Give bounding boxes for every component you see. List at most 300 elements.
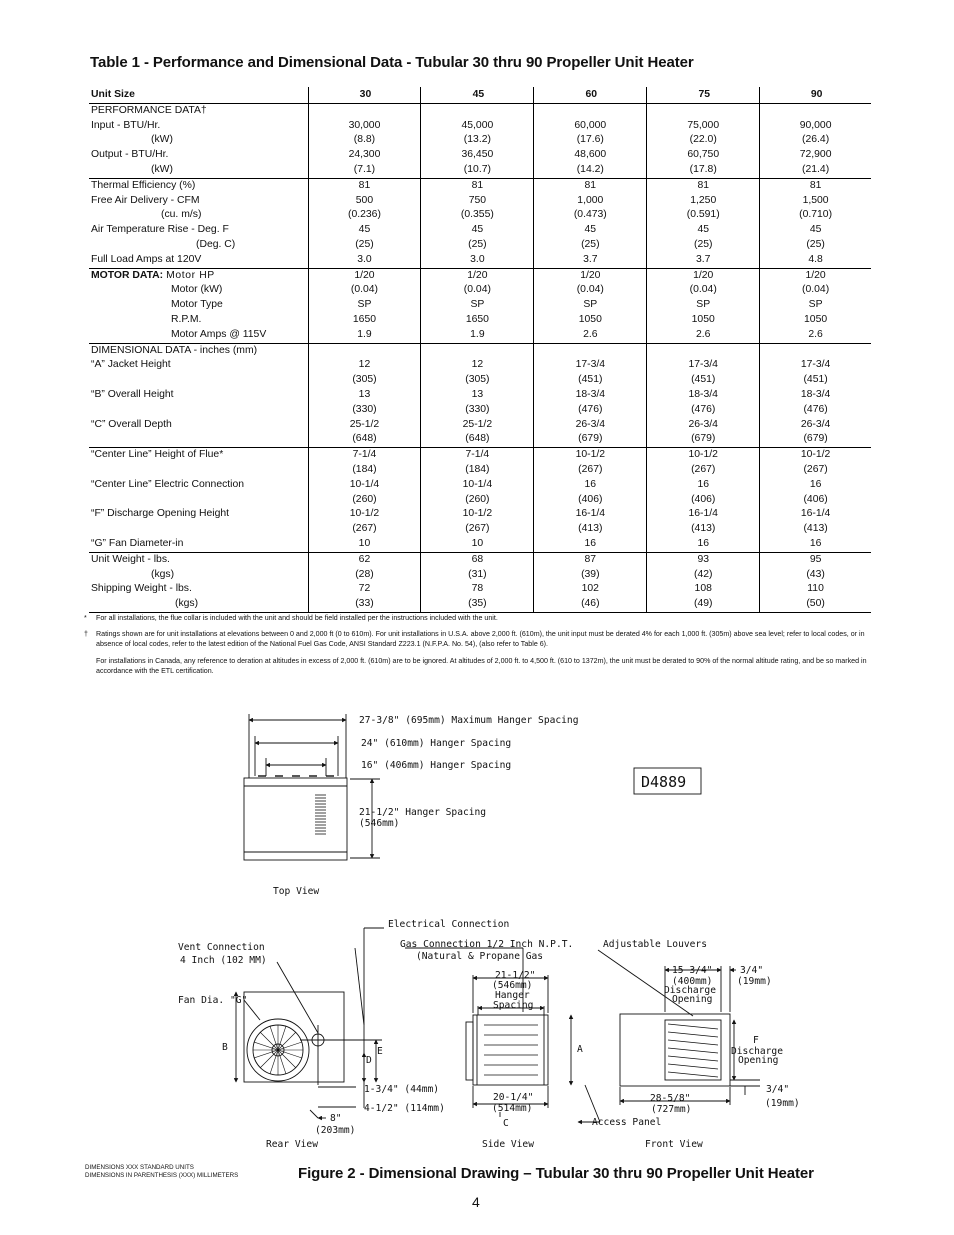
table-cell: (0.473): [534, 208, 647, 223]
table-row: [89, 537, 871, 552]
table-cell: SP: [760, 298, 871, 313]
table-cell: 1/20: [760, 268, 871, 283]
table-cell: (8.8): [308, 133, 421, 148]
section-header: DIMENSIONAL DATA - inches (mm): [91, 344, 258, 356]
rear-view-label: Rear View: [266, 1139, 318, 1150]
empty-cell: [760, 103, 871, 118]
table-cell: (267): [421, 522, 534, 537]
table-cell: (184): [308, 463, 421, 478]
table-row: [89, 463, 871, 478]
table-cell: 45: [534, 223, 647, 238]
table-title: Table 1 - Performance and Dimensional Data - Tubular 30 thru 90 Propeller Unit Heater: [90, 54, 694, 71]
table-cell: 17-3/4: [534, 358, 647, 373]
table-cell: 1/20: [647, 268, 760, 283]
dim-a-label: A: [577, 1044, 583, 1055]
table-cell: 1/20: [308, 268, 421, 283]
footnotes: [84, 613, 870, 682]
table-cell: 3.0: [308, 253, 421, 268]
table-cell: 1.9: [421, 328, 534, 343]
row-label: Motor Type: [171, 299, 223, 311]
section-header-row: [89, 343, 871, 358]
table-cell: (0.04): [308, 283, 421, 298]
table-row: [89, 597, 871, 612]
footnote-canada: [84, 656, 870, 676]
front-view: [598, 950, 760, 1105]
dim-f-label: F: [753, 1035, 759, 1046]
discharge-width-label: 15-3/4": [672, 965, 713, 976]
table-cell: 2.6: [534, 328, 647, 343]
footnote-dagger: [84, 629, 870, 649]
table-cell: 81: [760, 178, 871, 193]
table-row: [89, 418, 871, 433]
side-depth-label: 20-1/4": [493, 1092, 534, 1103]
table-cell: (28): [308, 568, 421, 583]
side-view: [405, 948, 600, 1122]
table-cell: 95: [760, 552, 871, 567]
table-row: [89, 133, 871, 148]
row-label: [89, 463, 308, 478]
table-cell: 3.7: [647, 253, 760, 268]
row-label: Free Air Delivery - CFM: [91, 194, 200, 206]
table-cell: (14.2): [534, 163, 647, 178]
row-label: (Deg. C): [196, 238, 236, 250]
table-row: [89, 493, 871, 508]
table-cell: (648): [308, 432, 421, 447]
table-row: [89, 388, 871, 403]
col-header: 45: [421, 87, 534, 103]
table-cell: 78: [421, 582, 534, 597]
empty-cell: [421, 343, 534, 358]
table-cell: (43): [760, 568, 871, 583]
dimensions-note-line: DIMENSIONS IN PARENTHESIS (XXX) MILLIMETERS: [85, 1171, 239, 1179]
section-header: MOTOR DATA:: [91, 269, 164, 281]
table-row: [89, 358, 871, 373]
table-cell: 18-3/4: [760, 388, 871, 403]
table-cell: 81: [308, 178, 421, 193]
page-number: 4: [472, 1194, 480, 1210]
table-cell: 16: [760, 537, 871, 552]
col-header: 75: [647, 87, 760, 103]
table-row: [89, 478, 871, 493]
table-cell: (0.04): [534, 283, 647, 298]
table-cell: (413): [760, 522, 871, 537]
table-cell: 81: [647, 178, 760, 193]
table-cell: 16: [534, 537, 647, 552]
row-label: Motor (kW): [171, 284, 223, 296]
empty-cell: [760, 343, 871, 358]
table-row: [89, 328, 871, 343]
row-label: (kgs): [175, 598, 199, 610]
table-cell: (25): [760, 238, 871, 253]
table-cell: (17.6): [534, 133, 647, 148]
table-cell: (406): [534, 493, 647, 508]
table-cell: (0.236): [308, 208, 421, 223]
row-label: (kW): [151, 134, 173, 146]
table-cell: 1650: [421, 313, 534, 328]
table-cell: 93: [647, 552, 760, 567]
vent-connection-label: Vent Connection: [178, 942, 265, 953]
table-cell: (0.355): [421, 208, 534, 223]
dimensions-note: [85, 1164, 238, 1179]
table-cell: 81: [421, 178, 534, 193]
table-cell: 16: [760, 478, 871, 493]
electrical-connection-label: Electrical Connection: [388, 919, 510, 930]
table-cell: (13.2): [421, 133, 534, 148]
dimensions-note-line: DIMENSIONS XXX STANDARD UNITS: [85, 1164, 194, 1171]
row-label: [89, 373, 308, 388]
row-label: Output - BTU/Hr.: [91, 149, 169, 161]
table-row: [89, 522, 871, 537]
table-cell: 10-1/2: [421, 507, 534, 522]
table-cell: (46): [534, 597, 647, 612]
table-cell: 75,000: [647, 119, 760, 134]
front-view-label: Front View: [645, 1139, 703, 1150]
table-cell: (267): [308, 522, 421, 537]
footnote-text: For installations in Canada, any reference to deration at altitudes in excess of 2,000 ft. (610m) are to be ignored. At altitudes of 2,000 ft. to 4,500 ft. (610 to 1372m), the unit must be derated to 90% of the normal altitude rating, and be so marked in accordance with the ETL certification.: [96, 656, 867, 675]
table-cell: 1,000: [534, 194, 647, 209]
row-label: Motor Amps @ 115V: [171, 328, 267, 340]
table-cell: (0.710): [760, 208, 871, 223]
table-cell: 60,750: [647, 148, 760, 163]
table-cell: (305): [308, 373, 421, 388]
table-cell: 10-1/4: [421, 478, 534, 493]
table-cell: (42): [647, 568, 760, 583]
table-cell: (267): [647, 463, 760, 478]
fan-diameter-label: Fan Dia. "G": [178, 995, 248, 1006]
empty-cell: [534, 343, 647, 358]
table-cell: 90,000: [760, 119, 871, 134]
dim-4-1-2-label: 4-1/2" (114mm): [364, 1103, 445, 1114]
table-cell: (451): [647, 373, 760, 388]
table-cell: (0.04): [421, 283, 534, 298]
table-cell: 750: [421, 194, 534, 209]
table-cell: 45: [647, 223, 760, 238]
table-cell: 2.6: [760, 328, 871, 343]
row-label: Unit Weight - lbs.: [91, 553, 170, 565]
hanger-spacing-24-label: 24" (610mm) Hanger Spacing: [361, 738, 512, 749]
table-cell: (260): [421, 493, 534, 508]
discharge-width-opening-label: Opening: [672, 994, 713, 1005]
table-cell: (679): [534, 432, 647, 447]
table-row: [89, 582, 871, 597]
table-cell: SP: [534, 298, 647, 313]
table-cell: 45: [760, 223, 871, 238]
table-row: [89, 283, 871, 298]
performance-table: [89, 87, 871, 613]
table-cell: (0.591): [647, 208, 760, 223]
top-view: [244, 714, 701, 860]
gas-connection-label: Gas Connection 1/2 Inch N.P.T.: [400, 939, 574, 950]
table-cell: (31): [421, 568, 534, 583]
dim-b-label: B: [222, 1042, 228, 1053]
table-cell: SP: [308, 298, 421, 313]
table-cell: (330): [421, 403, 534, 418]
table-cell: (39): [534, 568, 647, 583]
empty-cell: [647, 343, 760, 358]
dim-d-label: D: [366, 1055, 372, 1066]
table-cell: SP: [647, 298, 760, 313]
table-cell: 110: [760, 582, 871, 597]
table-row: [89, 313, 871, 328]
row-label: Air Temperature Rise - Deg. F: [91, 224, 229, 236]
table-row: [89, 552, 871, 567]
row-label: “G” Fan Diameter-in: [91, 537, 184, 549]
table-cell: 87: [534, 552, 647, 567]
side-hanger-spacing-label: 21-1/2": [495, 970, 536, 981]
table-cell: (476): [760, 403, 871, 418]
table-cell: 12: [308, 358, 421, 373]
drawing-code-box: [634, 768, 701, 794]
dim-1-3-4-label: 1-3/4" (44mm): [364, 1084, 440, 1095]
row-label: (kgs): [151, 568, 175, 580]
front-depth-label: 28-5/8": [650, 1093, 691, 1104]
col-header: 30: [308, 87, 421, 103]
table-cell: 13: [308, 388, 421, 403]
table-cell: 1050: [647, 313, 760, 328]
section-header-row: [89, 103, 871, 118]
row-label: “C” Overall Depth: [91, 418, 172, 430]
table-cell: (25): [421, 238, 534, 253]
table-cell: (0.04): [760, 283, 871, 298]
empty-cell: [647, 103, 760, 118]
table-cell: (50): [760, 597, 871, 612]
table-cell: (451): [534, 373, 647, 388]
table-cell: 7-1/4: [308, 448, 421, 463]
table-cell: 26-3/4: [647, 418, 760, 433]
footnote-mark: †: [84, 630, 88, 639]
table-cell: 1,250: [647, 194, 760, 209]
table-cell: (17.8): [647, 163, 760, 178]
table-cell: 16-1/4: [760, 507, 871, 522]
table-row: [89, 119, 871, 134]
table-row: [89, 178, 871, 193]
hanger-spacing-21-mm-label: (546mm): [359, 818, 400, 829]
table-cell: 48,600: [534, 148, 647, 163]
table-cell: (406): [647, 493, 760, 508]
table-cell: (476): [647, 403, 760, 418]
row-label: [89, 268, 308, 283]
table-cell: 4.8: [760, 253, 871, 268]
side-spacing-label: Spacing: [493, 1000, 534, 1011]
table-row: [89, 403, 871, 418]
table-cell: 1/20: [421, 268, 534, 283]
max-hanger-spacing-label: 27-3/8" (695mm) Maximum Hanger Spacing: [359, 715, 579, 726]
discharge-width-discharge-label: Discharge: [664, 985, 716, 996]
table-cell: 13: [421, 388, 534, 403]
table-cell: 1.9: [308, 328, 421, 343]
figure-caption: Figure 2 - Dimensional Drawing – Tubular 30 thru 90 Propeller Unit Heater: [298, 1165, 814, 1182]
row-label: [89, 403, 308, 418]
table-cell: (25): [647, 238, 760, 253]
row-label: [89, 493, 308, 508]
vent-size-label: 4 Inch (102 MM): [180, 955, 267, 966]
table-cell: 16-1/4: [647, 507, 760, 522]
table-cell: 16: [647, 537, 760, 552]
table-cell: 16-1/4: [534, 507, 647, 522]
table-row: [89, 163, 871, 178]
table-row: [89, 223, 871, 238]
right-gap-label: 3/4": [740, 965, 764, 976]
gas-type-label: (Natural & Propane Gas: [416, 951, 544, 962]
table-cell: 1050: [760, 313, 871, 328]
adjustable-louvers-label: Adjustable Louvers: [603, 939, 707, 950]
table-cell: 3.7: [534, 253, 647, 268]
rear-view: [236, 928, 384, 1118]
table-row: [89, 448, 871, 463]
row-label: R.P.M.: [171, 313, 202, 325]
side-hanger-label: Hanger: [495, 990, 530, 1001]
table-cell: 102: [534, 582, 647, 597]
table-cell: 45,000: [421, 119, 534, 134]
empty-cell: [308, 343, 421, 358]
table-cell: 72,900: [760, 148, 871, 163]
table-cell: 7-1/4: [421, 448, 534, 463]
row-label: (kW): [151, 163, 173, 175]
table-cell: 16: [534, 478, 647, 493]
table-cell: (35): [421, 597, 534, 612]
side-depth-mm-label: (514mm): [492, 1103, 533, 1114]
table-row: [89, 373, 871, 388]
col-header: 90: [760, 87, 871, 103]
table-cell: (648): [421, 432, 534, 447]
table-row: [89, 432, 871, 447]
table-cell: 18-3/4: [534, 388, 647, 403]
table-cell: (10.7): [421, 163, 534, 178]
table-cell: (406): [760, 493, 871, 508]
drawing-code: D4889: [641, 773, 687, 791]
row-label-text: Motor HP: [166, 269, 215, 281]
table-row: [89, 268, 871, 283]
table-cell: (7.1): [308, 163, 421, 178]
table-cell: 45: [421, 223, 534, 238]
table-cell: (679): [760, 432, 871, 447]
bottom-gap-label: 3/4": [766, 1084, 790, 1095]
table-cell: (413): [534, 522, 647, 537]
table-row: [89, 568, 871, 583]
row-label: “F” Discharge Opening Height: [91, 508, 230, 520]
footnote-star: [84, 613, 870, 623]
col-header: 60: [534, 87, 647, 103]
table-row: [89, 298, 871, 313]
table-body: [89, 103, 871, 612]
empty-cell: [308, 103, 421, 118]
table-cell: (25): [534, 238, 647, 253]
table-cell: (21.4): [760, 163, 871, 178]
table-row: [89, 238, 871, 253]
footnote-text: Ratings shown are for unit installations at elevations between 0 and 2,000 ft (0 to 610m). For unit installations in U.S.A. above 2,000 ft. (610m), the unit input must be derated 4% for each 1,000 ft. (305m) above sea level; refer to local codes, or in absence of local codes, refer to the latest edition of the National Fuel Gas Code, ANSI Standard Z223.1 (N.F.P.A. No. 54), (also refer to Table 6).: [96, 630, 865, 649]
table-cell: 25-1/2: [421, 418, 534, 433]
row-label: [89, 522, 308, 537]
table-cell: 1050: [534, 313, 647, 328]
table-cell: 18-3/4: [647, 388, 760, 403]
table-cell: 26-3/4: [760, 418, 871, 433]
table-cell: (260): [308, 493, 421, 508]
table-cell: 10-1/2: [534, 448, 647, 463]
hanger-spacing-16-label: 16" (406mm) Hanger Spacing: [361, 760, 512, 771]
table-cell: (476): [534, 403, 647, 418]
table-cell: 62: [308, 552, 421, 567]
table-cell: 25-1/2: [308, 418, 421, 433]
table-cell: 1,500: [760, 194, 871, 209]
table-cell: 16: [647, 478, 760, 493]
section-header: PERFORMANCE DATA†: [91, 104, 207, 116]
row-label: Thermal Efficiency (%): [91, 179, 196, 191]
table-cell: 60,000: [534, 119, 647, 134]
row-label: “Center Line” Height of Flue*: [91, 449, 224, 461]
table-cell: (22.0): [647, 133, 760, 148]
table-cell: 108: [647, 582, 760, 597]
table-cell: (33): [308, 597, 421, 612]
access-panel-label: Access Panel: [592, 1117, 662, 1128]
f-opening-label: Opening: [738, 1055, 779, 1066]
dim-8-mm-label: (203mm): [315, 1125, 356, 1136]
table-cell: 10-1/2: [308, 507, 421, 522]
table-cell: (679): [647, 432, 760, 447]
table-cell: (267): [534, 463, 647, 478]
row-label: Shipping Weight - lbs.: [91, 583, 192, 595]
table-cell: (413): [647, 522, 760, 537]
top-view-label: Top View: [273, 886, 320, 897]
table-cell: 68: [421, 552, 534, 567]
table-cell: 12: [421, 358, 534, 373]
row-label: [89, 432, 308, 447]
footnote-text: For all installations, the flue collar is included with the unit and should be field installed per the instructions included with the unit.: [96, 614, 498, 622]
dim-e-label: E: [377, 1046, 383, 1057]
dim-8-label: 8": [330, 1113, 342, 1124]
table-cell: 81: [534, 178, 647, 193]
footnote-mark: *: [84, 614, 87, 622]
row-label: Full Load Amps at 120V: [91, 253, 202, 265]
table-cell: 45: [308, 223, 421, 238]
table-cell: 36,450: [421, 148, 534, 163]
table-row: [89, 148, 871, 163]
row-label: (cu. m/s): [161, 209, 202, 221]
side-view-label: Side View: [482, 1139, 534, 1150]
row-label: “A” Jacket Height: [91, 359, 171, 371]
table-cell: 2.6: [647, 328, 760, 343]
bottom-gap-mm-label: (19mm): [765, 1098, 800, 1109]
empty-cell: [421, 103, 534, 118]
table-cell: (451): [760, 373, 871, 388]
table-cell: (0.04): [647, 283, 760, 298]
table-cell: (26.4): [760, 133, 871, 148]
front-depth-mm-label: (727mm): [651, 1104, 692, 1115]
table-cell: 3.0: [421, 253, 534, 268]
table-cell: (184): [421, 463, 534, 478]
table-cell: 17-3/4: [760, 358, 871, 373]
table-cell: (25): [308, 238, 421, 253]
table-cell: SP: [421, 298, 534, 313]
table-cell: 1650: [308, 313, 421, 328]
table-row: [89, 194, 871, 209]
table-cell: 10: [308, 537, 421, 552]
table-cell: 72: [308, 582, 421, 597]
table-cell: (330): [308, 403, 421, 418]
table-cell: 26-3/4: [534, 418, 647, 433]
table-cell: 500: [308, 194, 421, 209]
table-cell: 30,000: [308, 119, 421, 134]
right-gap-mm-label: (19mm): [737, 976, 772, 987]
table-cell: (267): [760, 463, 871, 478]
table-header-row: [89, 87, 871, 103]
row-label: “Center Line” Electric Connection: [91, 478, 245, 490]
table-cell: 10-1/4: [308, 478, 421, 493]
table-cell: 10: [421, 537, 534, 552]
table-cell: 10-1/2: [760, 448, 871, 463]
row-label: “B” Overall Height: [91, 388, 174, 400]
table-cell: (49): [647, 597, 760, 612]
table-row: [89, 208, 871, 223]
